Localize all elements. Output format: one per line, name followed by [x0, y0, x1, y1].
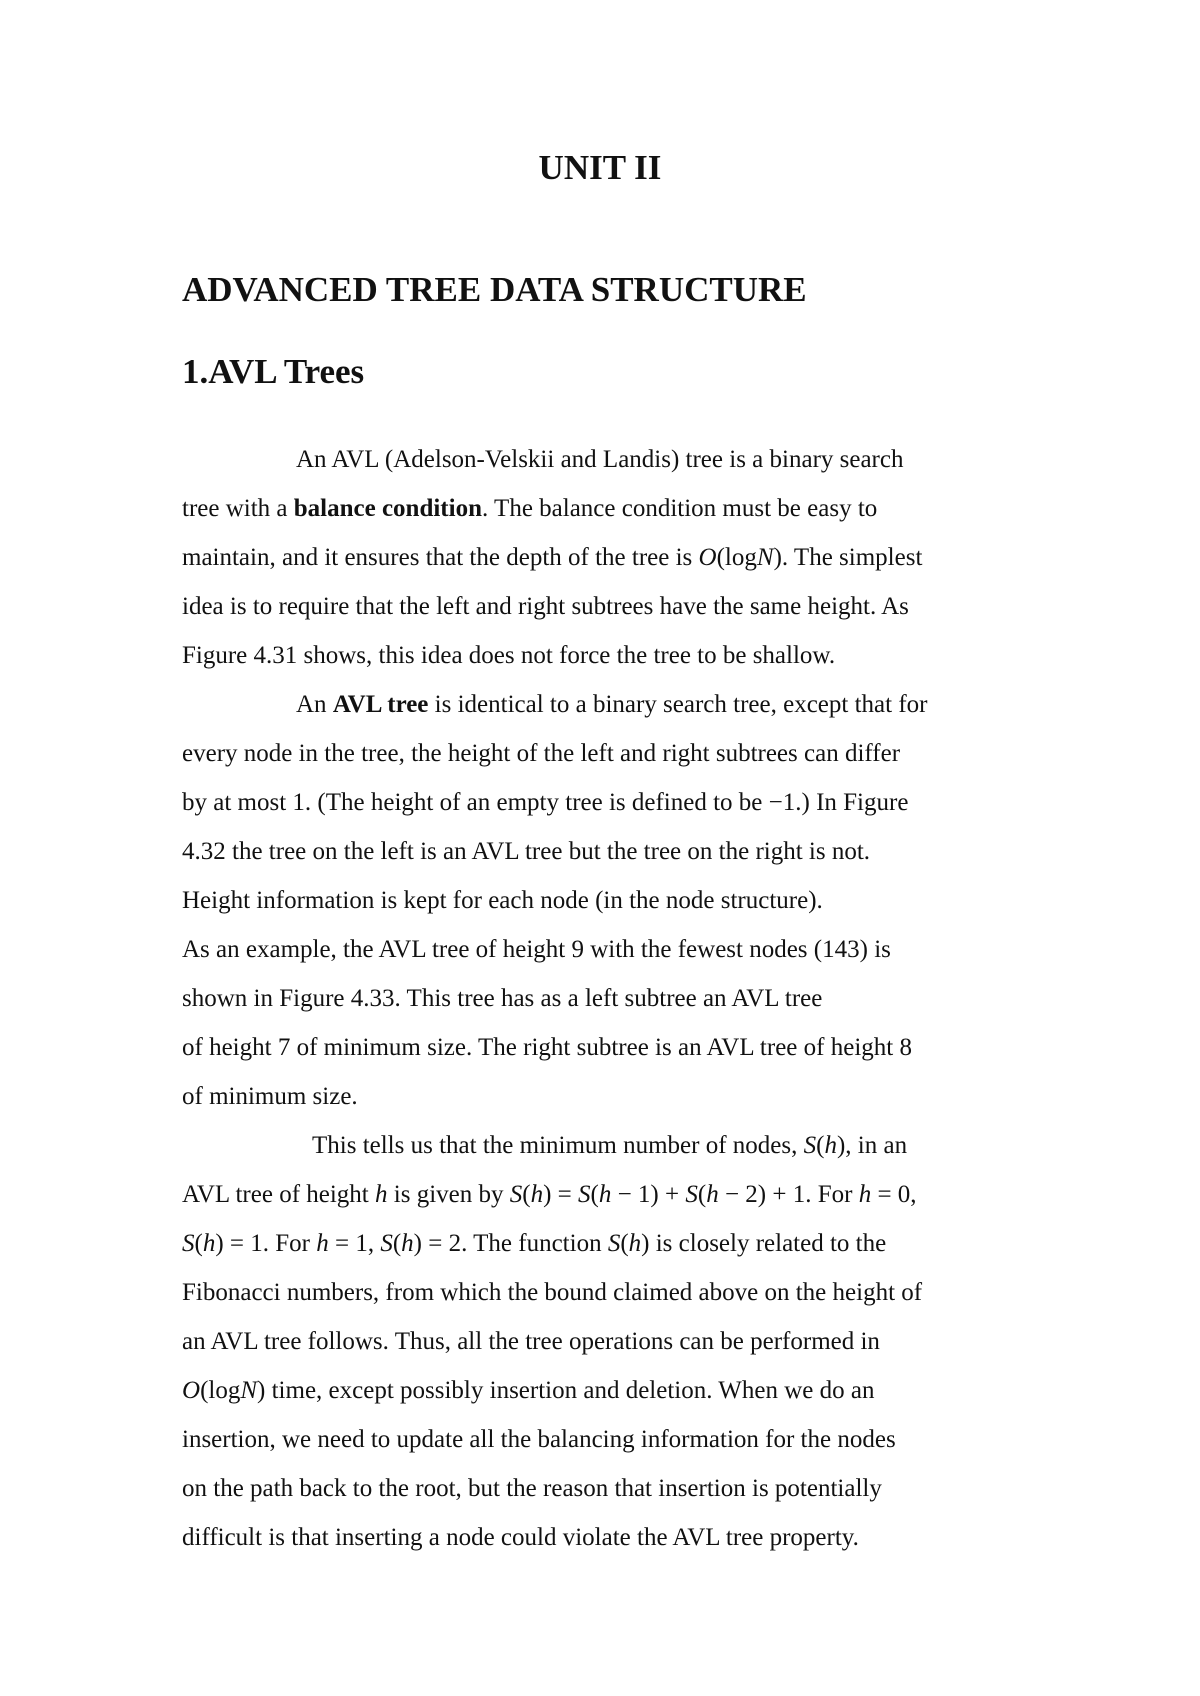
text-run: an AVL tree follows. Thus, all the tree operations can be performed in	[182, 1328, 880, 1355]
text-run: ) = 1. For	[215, 1230, 317, 1257]
paragraph-line	[182, 1472, 882, 1506]
text-run: by at most 1. (The height of an empty tree is defined to be −1.) In Figure	[182, 789, 909, 816]
text-run: Figure 4.31 shows, this idea does not force the tree to be shallow.	[182, 642, 836, 669]
text-run: (	[392, 1230, 402, 1257]
math-symbol: S	[182, 1230, 195, 1257]
text-run: ). The simplest	[773, 544, 923, 571]
text-run: = 1,	[328, 1230, 381, 1257]
paragraph-line	[182, 1080, 358, 1114]
text-run: is given by	[387, 1181, 510, 1208]
paragraph-line	[182, 1031, 912, 1065]
text-run: maintain, and it ensures that the depth of the tree is	[182, 544, 699, 571]
paragraph-line	[182, 1227, 886, 1261]
chapter-title: ADVANCED TREE DATA STRUCTURE	[182, 270, 807, 309]
paragraph-line	[182, 590, 909, 624]
math-symbol: S	[803, 1132, 817, 1159]
text-run: of minimum size.	[182, 1083, 358, 1110]
bold-term: balance condition	[293, 495, 482, 522]
text-run: (log	[200, 1377, 241, 1404]
math-symbol: S	[578, 1181, 591, 1208]
math-symbol: S	[607, 1230, 621, 1257]
math-symbol: S	[380, 1230, 393, 1257]
text-run: insertion, we need to update all the balancing information for the nodes	[182, 1426, 896, 1453]
text-run: is identical to a binary search tree, except that for	[428, 691, 928, 718]
text-run: This tells us that the minimum number of nodes,	[312, 1132, 804, 1159]
paragraph-line	[182, 1178, 917, 1212]
text-run: shown in Figure 4.33. This tree has as a left subtree an AVL tree	[182, 985, 823, 1012]
math-symbol: h	[858, 1181, 872, 1208]
math-symbol: h	[401, 1230, 414, 1257]
paragraph-line	[296, 443, 903, 477]
paragraph-line	[182, 835, 870, 869]
math-symbol: O	[698, 544, 717, 571]
text-run: ), in an	[836, 1132, 908, 1159]
math-symbol: O	[182, 1377, 201, 1404]
math-symbol: h	[706, 1181, 719, 1208]
paragraph-line	[182, 982, 822, 1016]
text-run: AVL tree of height	[182, 1181, 376, 1208]
math-symbol: h	[316, 1230, 329, 1257]
text-run: ) is closely related to the	[641, 1230, 887, 1257]
text-run: Height information is kept for each node (in the node structure).	[182, 887, 823, 914]
math-symbol: S	[509, 1181, 523, 1208]
math-symbol: N	[756, 544, 774, 571]
math-symbol: h	[628, 1230, 642, 1257]
unit-title: UNIT II	[538, 148, 662, 187]
math-symbol: h	[202, 1230, 216, 1257]
paragraph-line	[182, 1276, 922, 1310]
text-run: of height 7 of minimum size. The right subtree is an AVL tree of height 8	[182, 1034, 912, 1061]
paragraph-line	[182, 737, 900, 771]
text-run: ) time, except possibly insertion and deletion. When we do an	[257, 1377, 875, 1404]
paragraph-line	[182, 884, 823, 918]
paragraph-line	[182, 639, 835, 673]
text-run: Fibonacci numbers, from which the bound claimed above on the height of	[182, 1279, 923, 1306]
text-run: (	[816, 1132, 825, 1159]
math-symbol: N	[240, 1377, 258, 1404]
math-symbol: h	[598, 1181, 612, 1208]
text-run: ) = 2. The function	[413, 1230, 608, 1257]
text-run: An	[296, 691, 333, 718]
text-run: An AVL (Adelson-Velskii and Landis) tree is a binary search	[296, 446, 904, 473]
text-run: (	[194, 1230, 203, 1257]
paragraph-line	[312, 1129, 907, 1163]
paragraph-line	[182, 1423, 896, 1457]
section-title: 1.AVL Trees	[182, 352, 365, 391]
math-symbol: h	[530, 1181, 544, 1208]
text-run: (	[697, 1181, 707, 1208]
text-run: every node in the tree, the height of the left and right subtrees can differ	[182, 740, 901, 767]
text-run: − 1) +	[611, 1181, 686, 1208]
text-run: − 2) + 1. For	[718, 1181, 859, 1208]
text-run: on the path back to the root, but the reason that insertion is potentially	[182, 1475, 882, 1502]
text-run: (log	[716, 544, 757, 571]
math-symbol: h	[375, 1181, 388, 1208]
text-run: (	[620, 1230, 629, 1257]
text-run: ) =	[543, 1181, 578, 1208]
text-run: As an example, the AVL tree of height 9 with the fewest nodes (143) is	[182, 936, 891, 963]
paragraph-line	[182, 1521, 859, 1555]
paragraph-line	[182, 933, 891, 967]
text-run: (	[522, 1181, 531, 1208]
bold-term: AVL tree	[332, 691, 429, 718]
paragraph-line	[182, 492, 877, 526]
text-run: difficult is that inserting a node could violate the AVL tree property.	[182, 1524, 859, 1551]
paragraph-line	[182, 1374, 874, 1408]
text-run: tree with a	[182, 495, 294, 522]
paragraph-line	[182, 1325, 880, 1359]
text-run: (	[590, 1181, 599, 1208]
text-run: = 0,	[871, 1181, 917, 1208]
text-run: . The balance condition must be easy to	[482, 495, 878, 522]
math-symbol: S	[685, 1181, 698, 1208]
math-symbol: h	[824, 1132, 837, 1159]
text-run: idea is to require that the left and right subtrees have the same height. As	[182, 593, 909, 620]
paragraph-line	[182, 786, 908, 820]
paragraph-line	[296, 688, 928, 722]
paragraph-line	[182, 541, 922, 575]
text-run: 4.32 the tree on the left is an AVL tree but the tree on the right is not.	[182, 838, 871, 865]
